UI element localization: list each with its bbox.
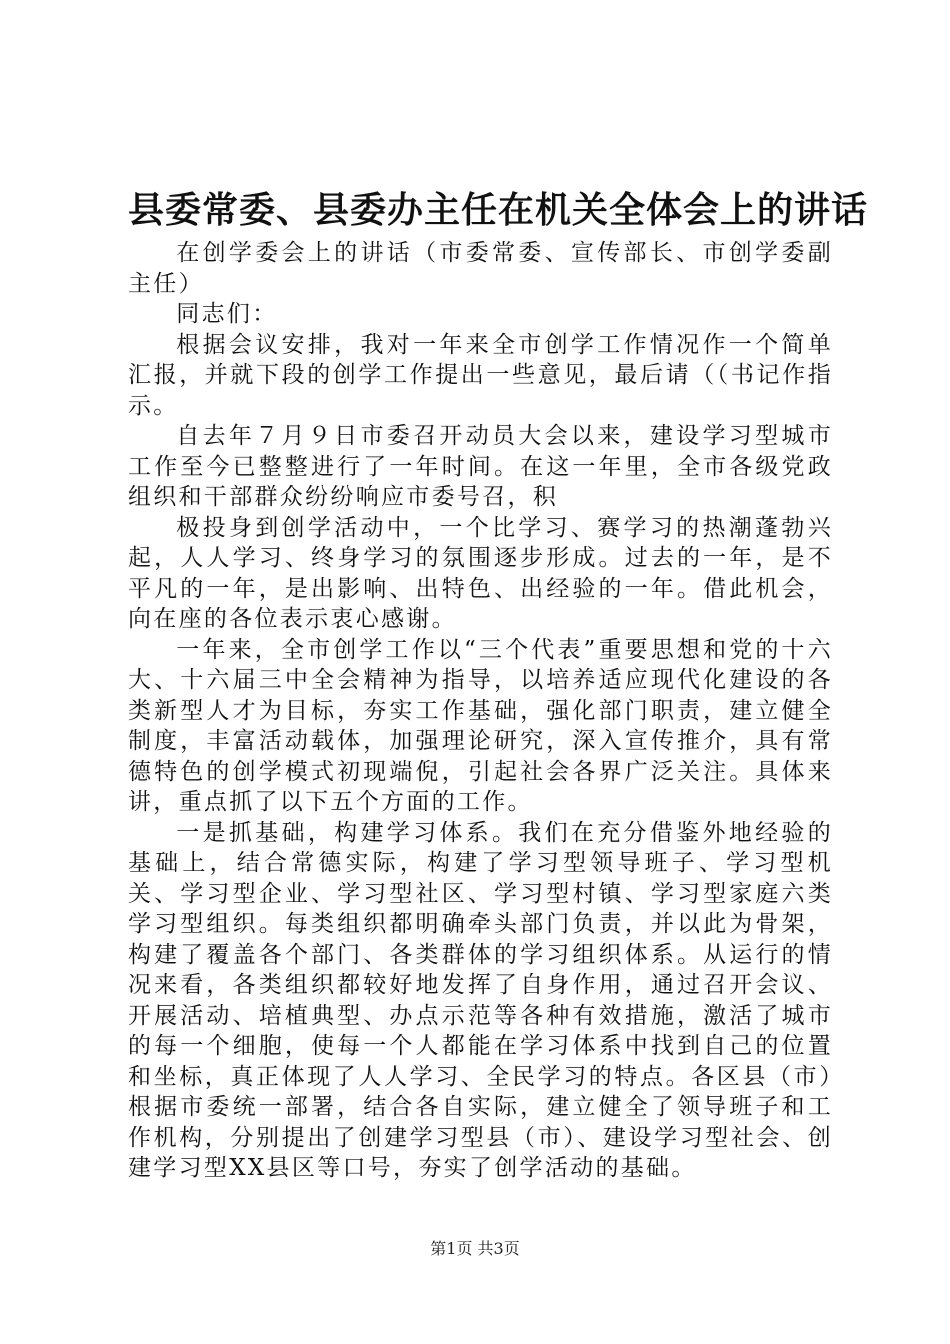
paragraph-subtitle: 在创学委会上的讲话（市委常委、宣传部长、市创学委副主任） — [128, 240, 833, 297]
paragraph-review-start: 自去年７月９日市委召开动员大会以来，建设学习型城市工作至今已整整进行了一年时间。在这一年里，全市各级党政组织和干部群众纷纷响应市委号召，积 — [128, 423, 833, 510]
document-title: 县委常委、县委办主任在机关全体会上的讲话 — [128, 189, 869, 231]
paragraph-summary: 一年来，全市创学工作以“三个代表”重要思想和党的十六大、十六届三中全会精神为指导，以培养适应现代化建设的各类新型人才为目标，夯实工作基础，强化部门职责，建立健全制度，丰富活动载体，加强理论研究，深入宣传推介，具有常德特色的创学模式初现端倪，引起社会各界广泛关注。具体来讲，重点抓了以下五个方面的工作。 — [128, 636, 833, 815]
page-number-footer: 第1页 共3页 — [430, 1239, 520, 1258]
document-body — [128, 238, 833, 1184]
paragraph-intro: 根据会议安排，我对一年来全市创学工作情况作一个简单汇报，并就下段的创学工作提出一些意见，最后请（（书记作指示。 — [128, 331, 833, 419]
paragraph-review-continued: 极投身到创学活动中，一个比学习、赛学习的热潮蓬勃兴起，人人学习、终身学习的氛围逐步形成。过去的一年，是不平凡的一年，是出影响、出特色、出经验的一年。借此机会，向在座的各位表示衷心感谢。 — [128, 514, 833, 632]
paragraph-salutation: 同志们： — [176, 301, 278, 327]
paragraph-point-one: 一是抓基础，构建学习体系。我们在充分借鉴外地经验的基础上，结合常德实际，构建了学习型领导班子、学习型机关、学习型企业、学习型社区、学习型村镇、学习型家庭六类学习型组织。每类组织都明确牵头部门负责，并以此为骨架，构建了覆盖各个部门、各类群体的学习组织体系。从运行的情况来看，各类组织都较好地发挥了自身作用，通过召开会议、开展活动、培植典型、办点示范等各种有效措施，激活了城市的每一个细胞，使每一个人都能在学习体系中找到自己的位置和坐标，真正体现了人人学习、全民学习的特点。各区县（市）根据市委统一部署，结合各自实际，建立健全了领导班子和工作机构，分别提出了创建学习型县（市）、建设学习型社会、创建学习型XX县区等口号，夯实了创学活动的基础。 — [128, 819, 833, 1181]
